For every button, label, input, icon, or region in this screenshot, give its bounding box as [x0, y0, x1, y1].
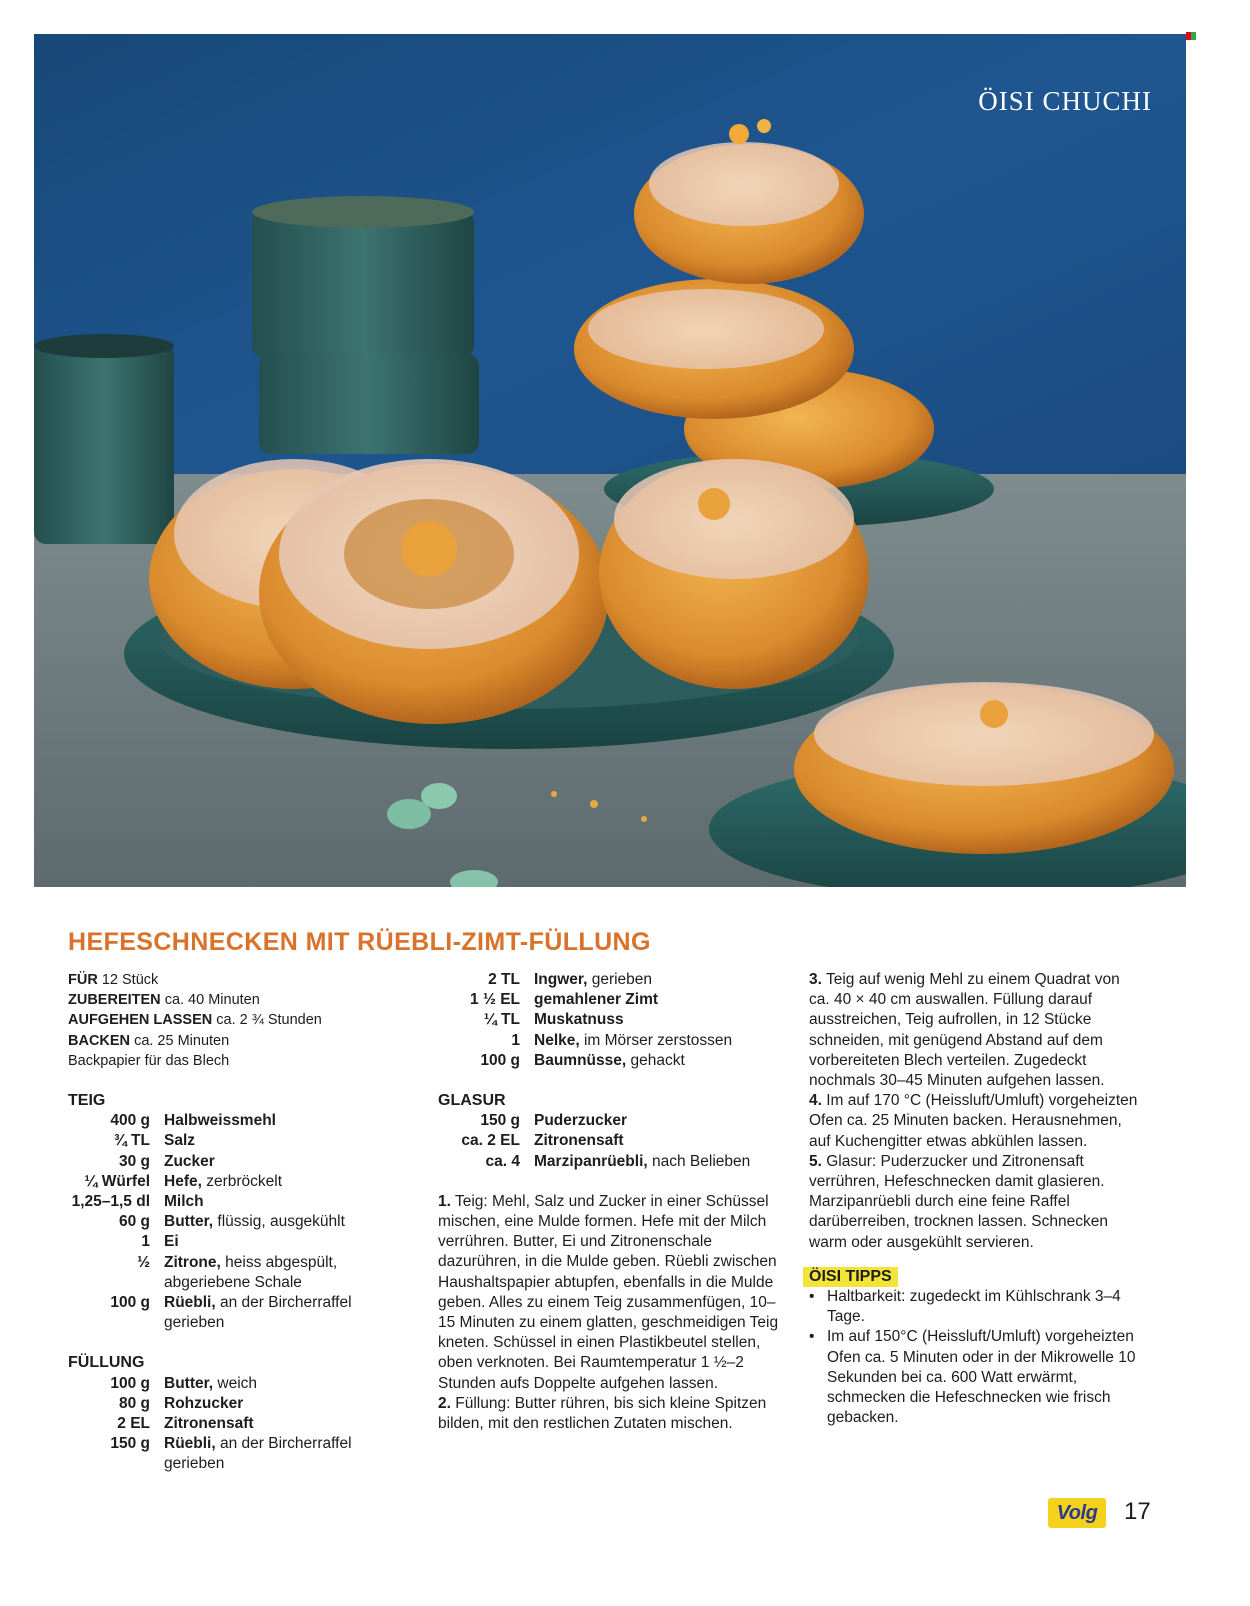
meta-prep [68, 990, 398, 1010]
ingredient-amount: 2 EL [117, 1415, 150, 1433]
meta-label: ZUBEREITEN [68, 992, 161, 1009]
ingredient-amount: 1 ½ EL [470, 991, 520, 1009]
group-title-glasur: GLASUR [438, 1092, 506, 1110]
step-number: 5. [809, 1152, 822, 1170]
ingredient-row [438, 970, 783, 990]
logo-text: Volg [1056, 1501, 1098, 1524]
step-5 [809, 1152, 1139, 1253]
ingredient-amount: 30 g [118, 1152, 150, 1170]
step-2 [438, 1394, 783, 1434]
ingredient-row [68, 1414, 398, 1434]
ingredient-amount: ca. 2 EL [461, 1132, 520, 1150]
steps-column [809, 970, 1139, 1428]
ingredient-name: Ingwer, [534, 971, 588, 988]
bullet-icon: • [809, 1288, 815, 1306]
ingredient-amount: 1 [511, 1031, 520, 1049]
ingredient-amount: 400 g [110, 1112, 150, 1130]
ingredient-row [68, 1111, 398, 1131]
ingredient-row [438, 1152, 783, 1172]
group-title-fuellung: FÜLLUNG [68, 1354, 145, 1372]
ingredient-amount: ¼ TL [483, 1011, 520, 1029]
meta-extra: Backpapier für das Blech [68, 1052, 230, 1069]
step-text: Teig: Mehl, Salz und Zucker in einer Schüssel mischen, eine Mulde formen. Hefe mit der Milch verrühren. Butter, Ei und Zitronenschale dazurühren, in die Mulde geben. Rüebli zwischen Haushaltspapier abtupfen, ebenfalls in die Mulde geben. Alles zu einem Teig zusammenfügen, 10–15 Minuten zu einem glatten, geschmeidigen Teig kneten. Schüssel in einen Plastikbeutel stellen, oben verknoten. Bei Raumtemperatur 1 ½–2 Stunden aufs Doppelte aufgehen lassen. [438, 1192, 779, 1392]
step-text: Teig auf wenig Mehl zu einem Quadrat von ca. 40 × 40 cm auswallen. Füllung darauf ausstreichen, Teig aufrollen, in 12 Stücke schneiden, mit genügend Abstand auf dem vorbereiteten Blech verteilen. Zugedeckt nochmals 30–45 Minuten aufgehen lassen. [809, 971, 1120, 1090]
ingredient-note: zerbröckelt [201, 1172, 283, 1190]
ingredient-amount: 100 g [110, 1294, 150, 1312]
ingredient-name: Rüebli, [164, 1294, 216, 1312]
ingredient-amount: ¼ Würfel [84, 1172, 150, 1190]
ingredient-name: Hefe, [164, 1172, 202, 1190]
ingredient-name: Nelke, [534, 1031, 580, 1049]
ingredient-list-teig [68, 1111, 398, 1333]
section-tag: ÖISI CHUCHI [978, 86, 1152, 116]
meta-value: ca. 2 ¾ Stunden [216, 1012, 322, 1029]
bun-front-right [599, 459, 869, 689]
ingredient-list-glasur [438, 1111, 783, 1172]
ingredient-list-fuellung [68, 1374, 398, 1475]
ingredient-row [68, 1172, 398, 1192]
ingredients-column-1 [68, 970, 398, 1475]
ingredient-list-fuellung-cont [438, 970, 783, 1071]
tip-item [809, 1287, 1139, 1327]
tips-label: ÖISI TIPPS [803, 1267, 898, 1287]
ingredient-row [68, 1232, 398, 1252]
recipe-title: HEFESCHNECKEN MIT RÜEBLI-ZIMT-FÜLLUNG [68, 928, 651, 956]
group-title-teig: TEIG [68, 1092, 106, 1110]
meta-label: BACKEN [68, 1032, 131, 1049]
ingredient-note: gehackt [626, 1051, 685, 1069]
step-text: Glasur: Puderzucker und Zitronensaft verrühren, Hefeschnecken damit glasieren. Marzipanrüebli durch eine feine Raffel darüberreiben, trocknen lassen. Schnecken warm oder ausgekühlt servieren. [809, 1152, 1108, 1251]
meta-servings [68, 970, 398, 990]
cup-left [34, 334, 174, 544]
ingredient-row [68, 1212, 398, 1232]
meta-label: FÜR [68, 972, 98, 988]
ingredient-row [68, 1374, 398, 1394]
ingredient-name: Salz [164, 1132, 196, 1150]
ingredient-row [438, 990, 783, 1010]
bun-single [794, 682, 1174, 854]
step-number: 1. [438, 1192, 451, 1210]
recipe-photo [34, 34, 1186, 887]
ingredients-column-2 [438, 970, 783, 1434]
step-3 [809, 970, 1139, 1091]
ingredient-name: Zitrone, [164, 1253, 221, 1271]
step-text: Füllung: Butter rühren, bis sich kleine Spitzen bilden, mit den restlichen Zutaten mischen. [438, 1394, 767, 1433]
ingredient-amount: 60 g [118, 1213, 150, 1231]
step-number: 3. [809, 971, 822, 988]
step-number: 2. [438, 1394, 451, 1412]
meta-value: ca. 25 Minuten [134, 1032, 230, 1049]
ingredient-amount: 100 g [110, 1374, 150, 1392]
ingredient-name: Baumnüsse, [534, 1051, 627, 1069]
ingredient-amount: 1 [141, 1233, 150, 1251]
volg-logo [1048, 1498, 1106, 1528]
meta-label: AUFGEHEN LASSEN [68, 1012, 213, 1029]
ingredient-note: gerieben [587, 971, 653, 988]
ingredient-note: im Mörser zerstossen [579, 1031, 733, 1049]
ingredient-row [68, 1192, 398, 1212]
tip-item [809, 1327, 1139, 1428]
meta-rise [68, 1010, 398, 1030]
corner-mark-icon [1186, 32, 1196, 40]
ingredient-name: Muskatnuss [534, 1011, 624, 1029]
ingredient-row [438, 1051, 783, 1071]
ingredient-row [438, 1111, 783, 1131]
ingredient-row [438, 1031, 783, 1051]
step-1 [438, 1192, 783, 1394]
tips-list [809, 1287, 1139, 1428]
ingredient-name: Milch [164, 1193, 204, 1211]
ingredient-note: nach Belieben [647, 1152, 751, 1170]
ingredient-name: gemahlener Zimt [534, 991, 659, 1009]
ingredient-amount: 100 g [480, 1051, 520, 1069]
ingredient-amount: 80 g [118, 1394, 150, 1412]
meta-bake [68, 1031, 398, 1051]
ingredient-name: Zitronensaft [534, 1132, 624, 1150]
ingredient-row [68, 1434, 398, 1474]
ingredient-amount: 1,25–1,5 dl [71, 1193, 150, 1211]
ingredient-amount: 2 TL [488, 971, 520, 988]
ingredient-note: flüssig, ausgekühlt [213, 1213, 345, 1231]
meta-value: ca. 40 Minuten [164, 992, 260, 1009]
ingredient-row [68, 1131, 398, 1151]
ingredient-name: Rüebli, [164, 1435, 216, 1453]
ingredient-name: Puderzucker [534, 1112, 628, 1130]
ingredient-row [68, 1253, 398, 1293]
steps-part-1 [438, 1192, 783, 1434]
ingredient-note: weich [213, 1374, 258, 1392]
ingredient-amount: ca. 4 [485, 1152, 520, 1170]
ingredient-row [68, 1293, 398, 1333]
ingredient-row [438, 1131, 783, 1151]
ingredient-amount: ½ [137, 1253, 150, 1271]
ingredient-note: an der Bircherraffel gerieben [164, 1435, 352, 1473]
tip-text: Haltbarkeit: zugedeckt im Kühlschrank 3–4 Tage. [827, 1288, 1121, 1326]
ingredient-note: heiss abgespült, abgeriebene Schale [164, 1253, 338, 1291]
ingredient-name: Butter, [164, 1374, 214, 1392]
step-number: 4. [809, 1092, 822, 1110]
ingredient-amount: ¾ TL [113, 1132, 150, 1150]
ingredient-name: Ei [164, 1233, 179, 1251]
ingredient-amount: 150 g [480, 1112, 520, 1130]
ingredient-amount: 150 g [110, 1435, 150, 1453]
cups-stacked [252, 196, 479, 454]
meta-value: 12 Stück [101, 972, 159, 988]
ingredient-name: Zitronensaft [164, 1415, 254, 1433]
bullet-icon: • [809, 1328, 815, 1346]
ingredient-name: Halbweissmehl [164, 1112, 276, 1130]
ingredient-name: Marzipanrüebli, [534, 1152, 648, 1170]
ingredient-row [438, 1010, 783, 1030]
step-text: Im auf 170 °C (Heissluft/Umluft) vorgeheizten Ofen ca. 25 Minuten backen. Herausnehmen, auf Kuchengitter etwas abkühlen lassen. [809, 1092, 1138, 1150]
ingredient-row [68, 1152, 398, 1172]
ingredient-name: Butter, [164, 1213, 214, 1231]
tip-text: Im auf 150°C (Heissluft/Umluft) vorgeheizten Ofen ca. 5 Minuten oder in der Mikrowelle 10 Sekunden bei ca. 600 Watt erwärmt, schmecken die Hefeschnecken wie frisch gebacken. [827, 1328, 1136, 1427]
step-4 [809, 1091, 1139, 1152]
ingredient-name: Zucker [164, 1152, 215, 1170]
ingredient-row [68, 1394, 398, 1414]
ingredient-note: an der Bircherraffel gerieben [164, 1294, 352, 1332]
page-number: 17 [1124, 1498, 1151, 1525]
ingredient-name: Rohzucker [164, 1394, 244, 1412]
